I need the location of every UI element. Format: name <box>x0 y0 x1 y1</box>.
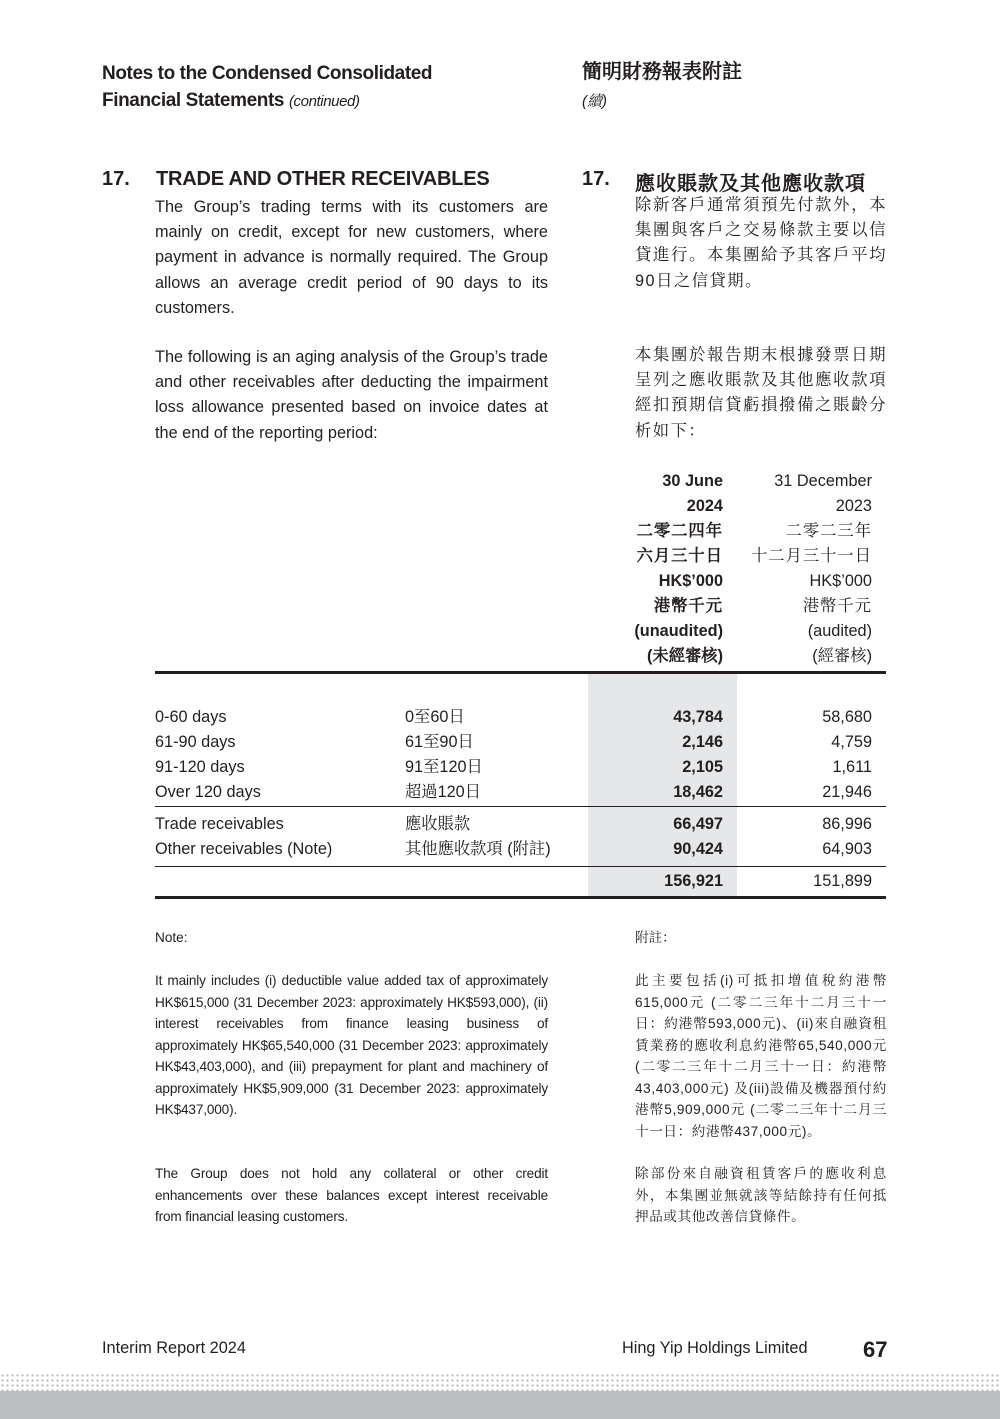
collateral-text-en: The Group does not hold any collateral or other credit enhancements over these balances except interest receivable from financial leasing customers. <box>155 1166 548 1224</box>
row-label-en: Other receivables (Note) <box>155 840 333 858</box>
header-zh-continued: (續) <box>582 93 607 110</box>
row-label-en: 91-120 days <box>155 758 245 776</box>
column-header-2023 <box>737 469 872 669</box>
header-zh-title: 簡明財務報表附註 <box>582 61 742 83</box>
col1-date-zh-1: 二零二四年 <box>636 522 723 540</box>
table-row <box>155 730 886 755</box>
row-label-zh: 超過120日 <box>405 783 482 801</box>
row-value-2023: 4,759 <box>831 733 872 751</box>
row-value-2024: 66,497 <box>673 815 723 833</box>
table-row <box>155 812 886 837</box>
note-label-zh: 附註： <box>635 930 676 945</box>
section-title-en: TRADE AND OTHER RECEIVABLES <box>156 168 490 190</box>
table-total-row <box>155 869 886 894</box>
row-value-2024: 18,462 <box>673 783 723 801</box>
row-value-2024: 90,424 <box>673 840 723 858</box>
table-row <box>155 755 886 780</box>
paragraph-aging-intro-en: The following is an aging analysis of the Group’s trade and other receivables after deducting the impairment loss allowance presented based on invoice dates at the end of the reporting period: <box>155 348 548 442</box>
row-value-2023: 1,611 <box>832 758 872 776</box>
col2-status-en: (audited) <box>807 622 872 640</box>
paragraph-trading-terms-en: The Group’s trading terms with its customers are mainly on credit, except for new customers, where payment in advance is normally required. The Group allows an average credit period of 90 days to its customers. <box>155 198 548 317</box>
col2-date-zh-2: 十二月三十一日 <box>751 547 872 565</box>
footer-bar <box>0 1391 1000 1419</box>
note-label-en: Note: <box>155 930 188 945</box>
table-top-rule <box>155 671 886 674</box>
subtotal-rule-1 <box>155 806 886 807</box>
col1-unit-en: HK$’000 <box>658 572 723 590</box>
col2-status-zh: (經審核) <box>812 647 872 665</box>
footer-report-name: Interim Report 2024 <box>102 1339 246 1357</box>
section-number-zh: 17. <box>582 168 610 190</box>
page-number: 67 <box>863 1337 888 1362</box>
section-number-en: 17. <box>102 168 130 190</box>
subtotal-rule-2 <box>155 866 886 867</box>
page-header-en <box>102 60 432 115</box>
row-value-2024: 43,784 <box>673 708 723 726</box>
col1-status-en: (unaudited) <box>634 622 723 640</box>
table-row <box>155 837 886 862</box>
paragraph-trading-terms-zh: 除新客戶通常須預先付款外，本集團與客戶之交易條款主要以信貸進行。本集團給予其客戶平均90日之信貸期。 <box>635 196 887 290</box>
row-value-2024: 2,146 <box>682 733 723 751</box>
col2-unit-zh: 港幣千元 <box>802 597 872 615</box>
row-value-2023: 58,680 <box>822 708 872 726</box>
header-en-line2: Financial Statements <box>102 90 285 111</box>
col1-status-zh: (未經審核) <box>647 647 723 665</box>
paragraph-aging-intro-zh: 本集團於報告期末根據發票日期呈列之應收賬款及其他應收款項經扣預期信貸虧損撥備之賬齡分析如下： <box>635 346 887 440</box>
footer-company-name: Hing Yip Holdings Limited <box>622 1339 808 1357</box>
table-row <box>155 780 886 805</box>
row-value-2024: 2,105 <box>682 758 723 776</box>
row-label-zh: 61至90日 <box>405 733 474 751</box>
table-bottom-rule <box>155 896 886 899</box>
col2-date-en-2: 2023 <box>835 497 872 515</box>
column-header-2024 <box>588 469 723 669</box>
row-label-en: Trade receivables <box>155 815 284 833</box>
note-text-en: It mainly includes (i) deductible value added tax of approximately HK$615,000 (31 December 2023: approximately HK$593,000), (ii) interest receivables from finance leasing business of approximately HK$65,540,000 (31 December 2023: approximately HK$43,403,000), and (iii) prepayment for plant and machinery of approximately HK$5,909,000 (31 December 2023: approximately HK$437,000). <box>155 973 548 1117</box>
header-en-line1: Notes to the Condensed Consolidated <box>102 63 433 84</box>
row-label-en: Over 120 days <box>155 783 261 801</box>
row-value-2023: 21,946 <box>822 783 872 801</box>
page-header-zh <box>582 58 742 116</box>
section-title-zh: 應收賬款及其他應收款項 <box>635 173 866 195</box>
col1-date-zh-2: 六月三十日 <box>636 547 723 565</box>
row-value-2023: 86,996 <box>822 815 872 833</box>
collateral-text-zh: 除部份來自融資租賃客戶的應收利息外，本集團並無就該等結餘持有任何抵押品或其他改善信貸條件。 <box>635 1166 887 1224</box>
row-value-2023: 64,903 <box>822 840 872 858</box>
header-en-continued: (continued) <box>288 93 360 110</box>
row-label-zh: 應收賬款 <box>405 815 471 833</box>
col1-date-en-2: 2024 <box>686 497 723 515</box>
col2-unit-en: HK$’000 <box>809 572 872 590</box>
footer-dot-pattern <box>0 1373 1000 1391</box>
col2-date-en-1: 31 December <box>774 472 872 490</box>
table-row <box>155 705 886 730</box>
row-label-en: 0-60 days <box>155 708 227 726</box>
row-label-zh: 91至120日 <box>405 758 483 776</box>
row-label-zh: 其他應收款項 (附註) <box>405 840 551 858</box>
col1-unit-zh: 港幣千元 <box>653 597 723 615</box>
total-value-2024: 156,921 <box>664 872 723 890</box>
col2-date-zh-1: 二零二三年 <box>785 522 872 540</box>
row-label-en: 61-90 days <box>155 733 236 751</box>
row-label-zh: 0至60日 <box>405 708 465 726</box>
col1-date-en-1: 30 June <box>662 472 723 490</box>
note-text-zh: 此主要包括(i)可抵扣增值稅約港幣615,000元 (二零二三年十二月三十一日：約港幣593,000元)、(ii)來自融資租賃業務的應收利息約港幣65,540,000元 (二零二三年十二月三十一日：約港幣43,403,000元) 及(iii)設備及機器預付約港幣5,909,000元 (二零二三年十二月三十一日：約港幣437,000元)。 <box>635 973 887 1139</box>
total-value-2023: 151,899 <box>813 872 872 890</box>
